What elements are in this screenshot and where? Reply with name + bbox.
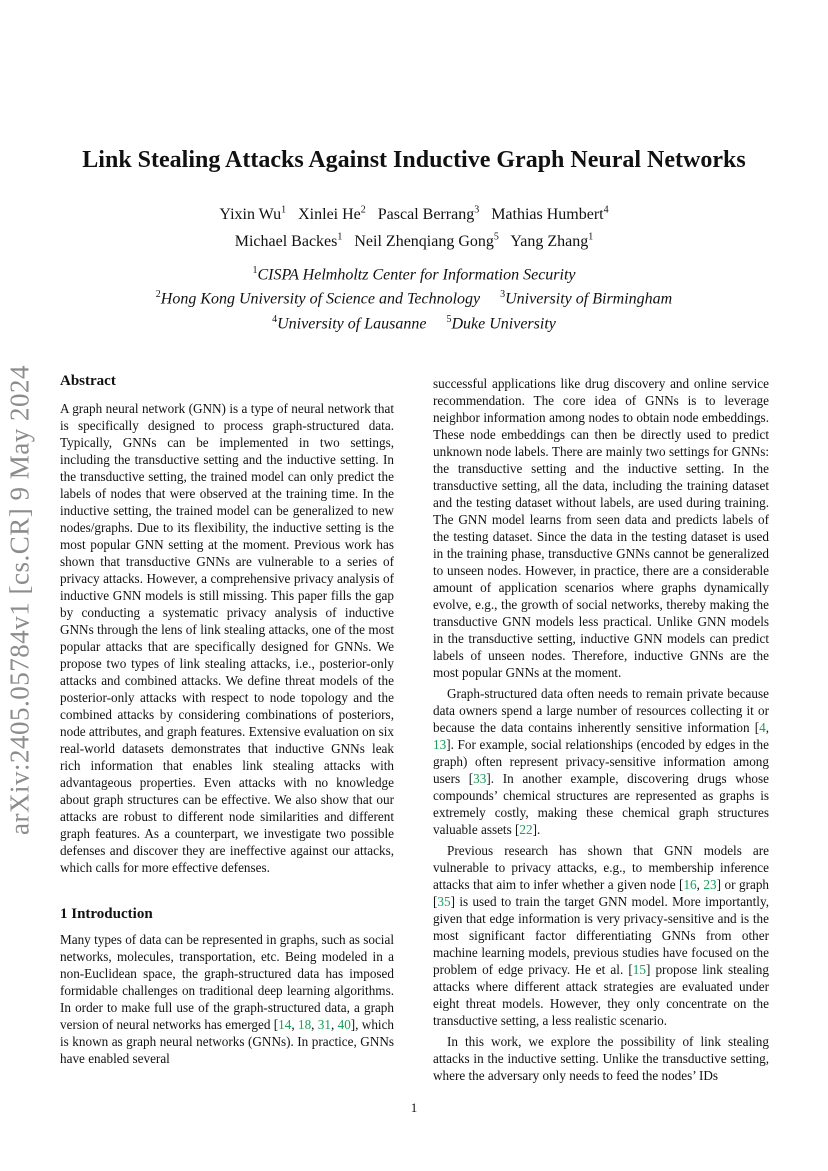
affiliation-line-1: $^1$CISPA Helmholtz Center for Information Security xyxy=(252,265,576,284)
introduction-heading: 1 Introduction xyxy=(60,906,153,922)
affiliation: Duke University xyxy=(451,314,556,332)
author: Xinlei He$^2$ xyxy=(298,205,366,224)
citation-link[interactable]: 16 xyxy=(683,877,697,892)
paper-title: Link Stealing Attacks Against Inductive Graph Neural Networks xyxy=(82,147,746,173)
body-paragraph: Previous research has shown that GNN models are vulnerable to privacy attacks, e.g., to membership inference attacks that aim to infer whether a given node [16, 23] or graph [35] is used to train the target GNN model. More importantly, given that edge information is very privacy-sensitive and is the most significant factor differentiating GNNs from other machine learning models, previous studies have focused on the problem of edge privacy. He et al. [15] propose link stealing attacks where different attack strategies are evaluated under eight threat models. However, they only concentrate on the transductive setting, a less realistic scenario. xyxy=(433,843,770,1028)
left-column xyxy=(60,373,394,1067)
affiliation-list xyxy=(0,261,828,334)
right-column xyxy=(433,375,769,1084)
affiliation: University of Birmingham xyxy=(505,290,673,308)
citation-link[interactable]: 22 xyxy=(519,822,533,837)
author-list xyxy=(0,200,828,253)
citation-link[interactable]: 13 xyxy=(433,737,447,752)
citation-link[interactable]: 33 xyxy=(473,771,487,786)
abstract-heading: Abstract xyxy=(60,373,116,389)
author: Yixin Wu$^1$ xyxy=(219,205,287,224)
affiliation-line-3: $^4$University of Lausanne $^5$Duke University xyxy=(272,313,556,332)
author: Michael Backes$^1$ xyxy=(234,231,343,250)
citation-link[interactable]: 18 xyxy=(297,1017,312,1032)
citation-link[interactable]: 14 xyxy=(278,1017,292,1032)
citation-link[interactable]: 40 xyxy=(337,1017,351,1032)
affiliation: CISPA Helmholtz Center for Information Security xyxy=(257,266,576,284)
citation-link[interactable]: 35 xyxy=(437,894,451,909)
abstract-body: A graph neural network (GNN) is a type of neural network that is specifically designed to process graph-structured data. Typically, GNNs can be implemented in two settings, including the transductive setting and the inductive setting. In the transductive setting, the trained model can only predict the labels of nodes that were observed at the training time. In the inductive setting, the trained model can be generalized to new nodes/graphs. Due to its flexibility, the inductive setting is the most popular GNN setting at the moment. Previous work has shown that transductive GNNs are vulnerable to a series of privacy attacks. However, a comprehensive privacy analysis of inductive GNN models is still missing. This paper fills the gap by conducting a systematic privacy analysis of inductive GNNs through the lens of link stealing attacks, one of the most popular attacks that are specifically designed for GNNs. We propose two types of link stealing attacks, i.e., posterior-only attacks and combined attacks. We define threat models of the posterior-only attacks with respect to node topology and the combined attacks by considering combinations of posteriors, node attributes, and graph features. Extensive evaluation on six real-world datasets demonstrates that inductive GNNs leak rich information that enables link stealing attacks with advantageous properties. Even attacks with no knowledge about graph structures can be effective. We also show that our attacks are robust to different node similarities and different graph features. As a counterpart, we investigate two possible defenses and discover they are ineffective against our attacks, which calls for more effective defenses. xyxy=(60,401,394,875)
citation-link[interactable]: 31 xyxy=(317,1017,331,1032)
author: Yang Zhang$^1$ xyxy=(510,231,594,250)
arxiv-id-text: arXiv:2405.05784v1 [cs.CR] 9 May 2024 xyxy=(4,365,35,835)
body-paragraph: successful applications like drug discovery and online service recommendation. The core idea of GNNs is to leverage neighbor information among nodes to obtain node embeddings. These node embeddings can then be directly used to predict unknown node labels. There are mainly two settings for GNNs: the transductive setting and the inductive setting. In the transductive setting, all the data, including the training dataset and the testing dataset without labels, are used during training. The GNN model learns from seen data and predicts labels of the testing dataset. Since the data in the testing dataset is used in the training phase, transductive GNNs cannot be generalized to unseen nodes. However, in practice, there are a considerable amount of application scenarios where graphs dynamically evolve, e.g., the growth of social networks, thereby making the transductive GNN models less practical. Unlike GNN models in the transductive setting, inductive GNN models can predict labels of unseen nodes. Therefore, inductive GNNs are the most popular GNNs at the moment. xyxy=(433,376,769,680)
author: Pascal Berrang$^3$ xyxy=(377,205,480,224)
body-paragraph: Graph-structured data often needs to remain private because data owners spend a large number of resources collecting it or because the data contains inherently sensitive information [4, 13]. For example, social relationships (encoded by edges in the graph) often represent privacy-sensitive information among users [33]. In another example, discovering drugs whose compounds’ chemical structures are represented as graphs is extremely costly, making these chemical graph structures valuable assets [22]. xyxy=(433,686,769,837)
affiliation-line-2: $^2$Hong Kong University of Science and Technology $^3$University of Birmingham xyxy=(155,289,673,308)
affiliation: University of Lausanne xyxy=(277,314,427,332)
author-line-2 xyxy=(0,226,828,252)
citation-link[interactable]: 4 xyxy=(759,720,766,735)
citation-link[interactable]: 23 xyxy=(703,877,717,892)
page-number: 1 xyxy=(410,1100,418,1115)
author-line-1 xyxy=(0,200,828,226)
author: Neil Zhenqiang Gong$^5$ xyxy=(354,231,499,250)
author: Mathias Humbert$^4$ xyxy=(491,205,609,224)
citation-link[interactable]: 15 xyxy=(632,962,646,977)
affiliation: Hong Kong University of Science and Technology xyxy=(160,290,481,308)
body-paragraph: In this work, we explore the possibility of link stealing attacks in the inductive setting. Unlike the transductive setting, where the adversary only needs to feed the nodes’ IDs xyxy=(433,1034,769,1083)
intro-paragraph: Many types of data can be represented in graphs, such as social networks, molecules, transportation, etc. Being modeled in a non-Euclidean space, the graph-structured data has imposed formidable challenges on traditional deep learning algorithms. In order to make full use of the graph-structured data, a graph version of neural networks has emerged [14, 18, 31, 40], which is known as graph neural networks (GNNs). In practice, GNNs have enabled several xyxy=(60,932,395,1066)
